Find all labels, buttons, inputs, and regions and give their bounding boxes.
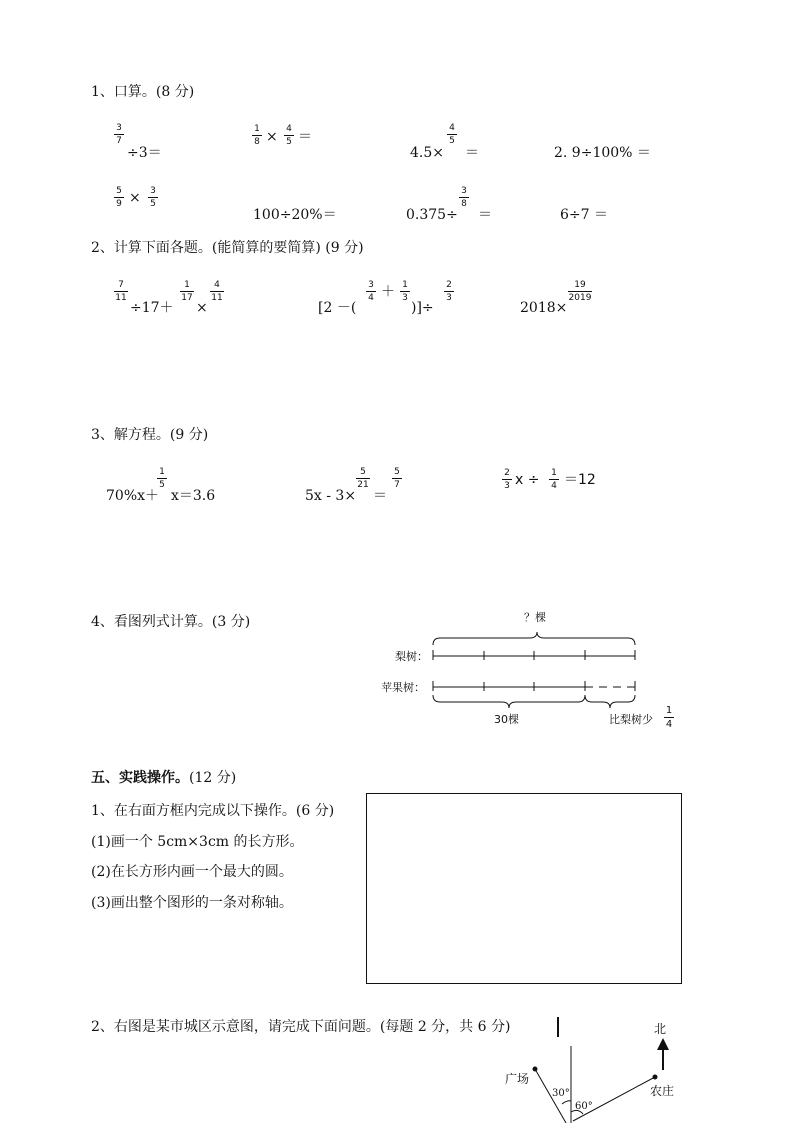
fraction: 4 5 [284, 124, 294, 147]
fraction: 2 3 [444, 280, 454, 303]
problem-text: 5x - 3× [305, 488, 357, 504]
problem-text: 2. 9÷100% ＝ [554, 145, 651, 161]
problem-text: 70%x＋ [106, 488, 160, 504]
plaza-point [533, 1067, 538, 1072]
section5-heading: 五、实践操作。(12 分) [91, 770, 237, 786]
plaza-label: 广场 [505, 1072, 530, 1086]
problem-text: 100÷20%＝ [253, 207, 337, 223]
angle-60-label: 60° [575, 1101, 593, 1112]
instruction-3: (3)画出整个图形的一条对称轴。 [91, 895, 293, 911]
less-label: 比梨树少 [609, 713, 653, 726]
angle-30-label: 30° [552, 1088, 570, 1099]
pear-label: 梨树： [395, 650, 428, 663]
fraction: 1 3 [400, 280, 410, 303]
fraction: 3 8 [459, 186, 469, 209]
fraction: 4 5 [447, 123, 457, 146]
instruction-2: (2)在长方形内画一个最大的圆。 [91, 864, 293, 880]
north-label: 北 [654, 1022, 667, 1036]
farm-label: 农庄 [650, 1084, 675, 1098]
fraction: 1 4 [665, 705, 673, 730]
problem-text: 4.5× [410, 145, 444, 161]
fraction: 4 11 [211, 280, 223, 303]
total-label: ？棵 [524, 611, 546, 624]
problem-text: 6÷7 ＝ [560, 207, 608, 223]
fraction: 1 17 [181, 280, 193, 303]
fraction: 3 4 [366, 280, 376, 303]
problem-text: 0.375÷ [406, 207, 458, 223]
farm-point [653, 1075, 658, 1080]
operator: × [196, 300, 208, 316]
apple-label: 苹果树： [381, 681, 425, 694]
problem-text: x＝3.6 [171, 488, 216, 504]
fraction: 1 4 [549, 468, 559, 491]
fraction: 1 8 [252, 124, 262, 147]
problem-text: ＝ [465, 145, 479, 161]
fraction: 5 21 [357, 467, 369, 490]
fraction: 5 7 [392, 467, 402, 490]
count-label: 30棵 [494, 713, 519, 726]
problem-text: 2018× [520, 300, 568, 316]
fraction: 5 9 [114, 186, 124, 209]
problem-text: ÷17＋ [130, 300, 174, 316]
problem-text: ＝ [373, 488, 387, 504]
section2-heading: 2、计算下面各题。(能简算的要简算) (9 分) [91, 240, 364, 256]
fraction: 2 3 [502, 468, 512, 491]
practice-question-1: 1、在右面方框内完成以下操作。(6 分) [91, 803, 335, 819]
operator: ＋ [381, 284, 395, 300]
problem-text: ÷3＝ [127, 145, 162, 161]
fraction: 1 5 [157, 467, 167, 490]
north-arrow-head [657, 1038, 669, 1050]
farm-line [573, 1077, 655, 1121]
section4-heading: 4、看图列式计算。(3 分) [91, 614, 251, 630]
problem-text: ＝ [478, 207, 492, 223]
operator: × [266, 129, 278, 145]
problem-text: )]÷ [411, 300, 434, 316]
operator: × [129, 190, 141, 206]
problem-text: ＝12 [564, 472, 596, 488]
angle-arc-30 [562, 1101, 571, 1104]
practice-question-2: 2、右图是某市城区示意图，请完成下面问题。(每题 2 分，共 6 分) [91, 1019, 511, 1035]
problem-text: [2 －( [318, 300, 357, 316]
fraction: 3 5 [148, 186, 158, 209]
fraction: 19 2019 [568, 280, 592, 303]
problem-text: x ÷ [515, 472, 540, 488]
fraction: 3 7 [114, 123, 124, 146]
instruction-1: (1)画一个 5cm×3cm 的长方形。 [91, 834, 304, 850]
section3-heading: 3、解方程。(9 分) [91, 427, 209, 443]
problem-text: ＝ [298, 129, 312, 145]
section1-heading: 1、口算。(8 分) [91, 84, 195, 100]
fraction: 7 11 [115, 280, 127, 303]
